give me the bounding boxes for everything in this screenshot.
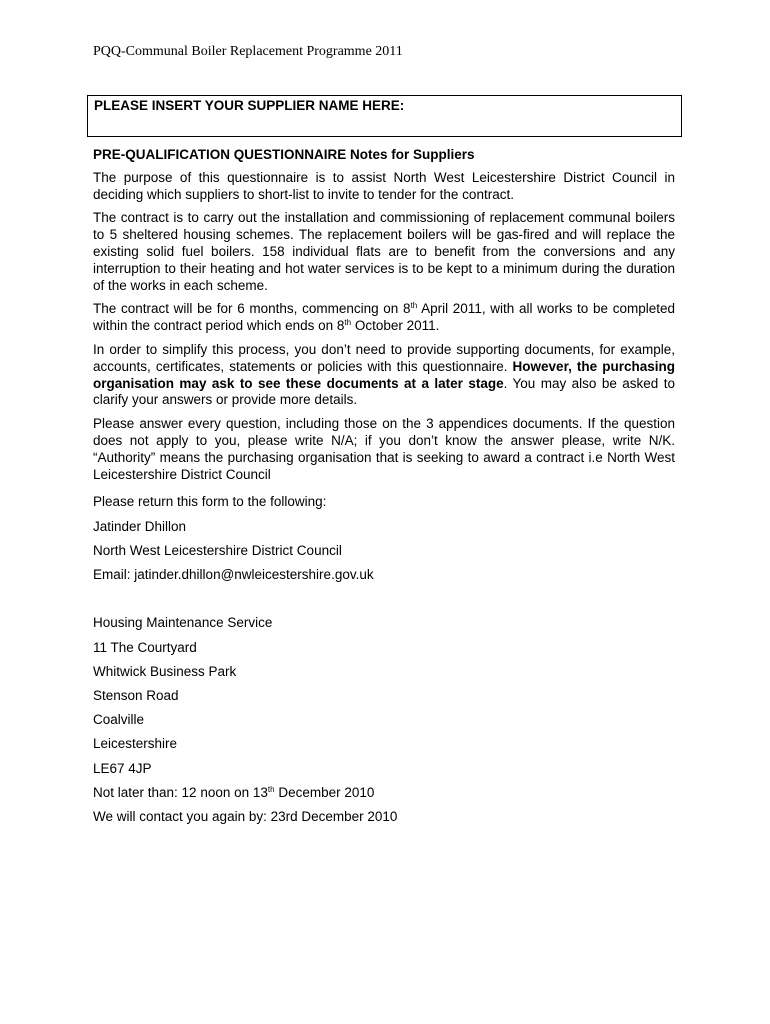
duration-text-2: April 2011, with all works to be completed within the contract period which ends on 8 <box>93 301 675 334</box>
page-header: PQQ-Communal Boiler Replacement Programme 2011 <box>93 44 403 59</box>
simplify-text-1: In order to simplify this process, you don’t need to provide supporting documents, for example, accounts, certificates, statements or policies with this questionnaire. <box>93 341 675 374</box>
duration-text-1: The contract will be for 6 months, commencing on 8 <box>93 301 411 317</box>
address-line: Coalville <box>93 712 145 728</box>
duration-text-3: October 2011. <box>351 318 440 334</box>
supplier-name-box[interactable] <box>87 95 682 137</box>
notes-heading: PRE-QUALIFICATION QUESTIONNAIRE Notes for Suppliers <box>93 147 475 162</box>
contract-paragraph: The contract is to carry out the installation and commissioning of replacement communal boilers to 5 sheltered housing schemes. The replacement boilers will be gas-fired and will replace the existing solid fuel boilers. 158 individual flats are to benefit from the conversions and any interruption to their heating and hot water services is to be kept to a minimum during the duration of the works in each scheme. <box>93 210 675 293</box>
return-info <box>93 490 675 829</box>
duration-sup-2: th <box>344 318 352 328</box>
deadline-text-1: Not later than: 12 noon on 13 <box>93 784 268 800</box>
purpose-paragraph: The purpose of this questionnaire is to assist North West Leicestershire District Council in deciding which suppliers to short-list to invite to tender for the contract. <box>93 169 675 202</box>
simplify-paragraph <box>93 342 675 409</box>
simplify-text-2: . You may also be asked to clarify your answers or provide more details. <box>93 375 675 408</box>
address-line: Whitwick Business Park <box>93 663 237 679</box>
deadline-sup: th <box>267 784 275 794</box>
answer-paragraph: Please answer every question, including those on the 3 appendices documents. If the question does not apply to you, please write N/A; if you don’t know the answer please, write N/K. “Authority” means the purchasing organisation that is seeking to award a contract i.e North West Leicestershire District Council <box>93 416 675 482</box>
contact-name: Jatinder Dhillon <box>93 518 187 534</box>
simplify-bold: However, the purchasing organisation may ask to see these documents at a later stage <box>93 358 675 391</box>
address-line: 11 The Courtyard <box>93 639 197 655</box>
deadline-line <box>93 781 675 805</box>
supplier-name-label: PLEASE INSERT YOUR SUPPLIER NAME HERE: <box>94 98 405 113</box>
address-line: Stenson Road <box>93 687 179 703</box>
spacer <box>93 587 675 611</box>
return-intro: Please return this form to the following: <box>93 494 327 510</box>
contact-again-line: We will contact you again by: 23rd December 2010 <box>93 808 398 824</box>
deadline-text-2: December 2010 <box>274 784 375 800</box>
address-line: Leicestershire <box>93 736 178 752</box>
duration-paragraph <box>93 301 675 335</box>
duration-sup-1: th <box>410 301 418 311</box>
notes-section <box>93 147 675 829</box>
address-line: Housing Maintenance Service <box>93 615 273 631</box>
contact-email: Email: jatinder.dhillon@nwleicestershire.gov.uk <box>93 566 374 582</box>
address-line: LE67 4JP <box>93 760 152 776</box>
council-name: North West Leicestershire District Council <box>93 542 342 558</box>
